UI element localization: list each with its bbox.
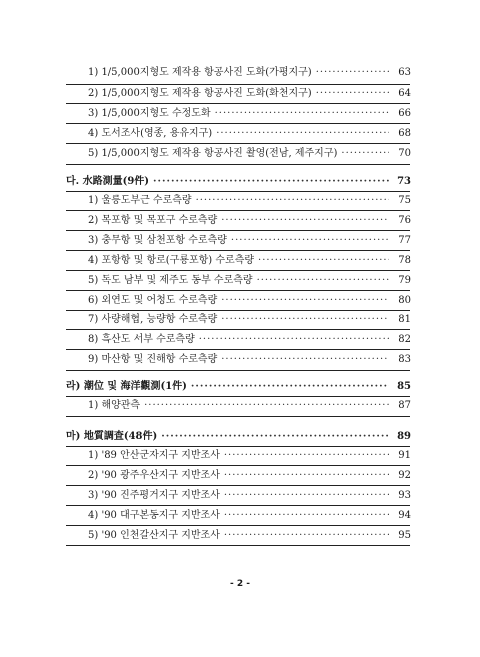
toc-entry-page: 75 xyxy=(398,195,411,206)
toc-entry-label: 8) 흑산도 서부 수로측량 xyxy=(88,334,195,345)
toc-entry[interactable] xyxy=(88,234,411,248)
dot-leader xyxy=(316,66,389,80)
toc-entry[interactable] xyxy=(88,399,411,413)
toc-entry-page: 78 xyxy=(398,255,411,266)
toc-entry-page: 87 xyxy=(398,400,411,411)
divider xyxy=(66,349,410,350)
divider xyxy=(66,230,410,231)
toc-entry-page: 81 xyxy=(398,314,411,325)
toc-entry[interactable] xyxy=(88,469,411,483)
dot-leader xyxy=(196,194,389,208)
divider xyxy=(66,329,410,330)
toc-entry-page: 77 xyxy=(398,235,411,246)
toc-entry-page: 68 xyxy=(398,128,411,139)
dot-leader xyxy=(199,333,389,347)
toc-entry-label: 4) 도서조사(영종, 용유지구) xyxy=(88,128,213,139)
toc-entry[interactable] xyxy=(88,274,411,288)
divider xyxy=(66,485,410,486)
toc-entry-label: 9) 마산항 및 진해항 수로측량 xyxy=(88,354,218,365)
dot-leader xyxy=(221,313,389,327)
dot-leader xyxy=(224,469,389,483)
toc-entry[interactable] xyxy=(88,194,411,208)
toc-section-page: 85 xyxy=(397,381,411,392)
toc-entry-label: 4) '90 대구본동지구 지반조사 xyxy=(88,510,220,521)
toc-entry-label: 1) '89 안산군자지구 지반조사 xyxy=(88,450,220,461)
toc-entry[interactable] xyxy=(88,529,411,543)
toc-entry[interactable] xyxy=(88,147,411,161)
divider xyxy=(66,210,410,211)
toc-entry-label: 5) 1/5,000지형도 제작용 항공사진 촬영(전남, 제주지구) xyxy=(88,148,338,159)
toc-entry-page: 95 xyxy=(398,530,411,541)
toc-entry-page: 66 xyxy=(398,108,411,119)
toc-entry-label: 1) 울릉도부근 수로측량 xyxy=(88,195,192,206)
toc-section-page: 89 xyxy=(397,431,411,442)
dot-leader xyxy=(224,529,389,543)
toc-entry-label: 3) 충무항 및 삼천포항 수로측량 xyxy=(88,235,227,246)
toc-entry-label: 6) 외연도 및 어청도 수로측량 xyxy=(88,295,218,306)
toc-entry-label: 5) '90 인천갈산지구 지반조사 xyxy=(88,530,220,541)
divider xyxy=(66,310,410,311)
toc-entry-page: 91 xyxy=(398,450,411,461)
divider xyxy=(66,270,410,271)
dot-leader xyxy=(221,294,389,308)
toc-entry[interactable] xyxy=(88,449,411,463)
divider xyxy=(66,505,410,506)
divider xyxy=(66,465,410,466)
page-number-footer: - 2 - xyxy=(230,579,250,589)
toc-entry-page: 63 xyxy=(398,67,411,78)
divider xyxy=(66,123,410,124)
toc-section-page: 73 xyxy=(397,176,411,187)
divider xyxy=(66,416,410,417)
divider xyxy=(66,250,410,251)
dot-leader xyxy=(191,380,389,394)
toc-entry[interactable] xyxy=(88,509,411,523)
toc-entry[interactable] xyxy=(88,313,411,327)
toc-entry[interactable] xyxy=(88,353,411,367)
toc-entry-label: 4) 포항항 및 항로(구룡포항) 수로측량 xyxy=(88,255,255,266)
divider xyxy=(66,446,410,447)
toc-entry-label: 5) 독도 남부 및 제주도 동부 수로측량 xyxy=(88,275,253,286)
dot-leader xyxy=(221,214,389,228)
toc-entry-page: 83 xyxy=(398,354,411,365)
toc-entry-page: 80 xyxy=(398,295,411,306)
toc-entry-page: 92 xyxy=(398,470,411,481)
toc-entry[interactable] xyxy=(88,333,411,347)
toc-entry-label: 2) 목포항 및 목포구 수로측량 xyxy=(88,215,218,226)
dot-leader xyxy=(341,147,389,161)
divider xyxy=(66,545,410,546)
toc-section-label: 라) 潮位 및 海洋觀測(1件) xyxy=(66,381,187,392)
toc-entry-label: 3) '90 진주평거지구 지반조사 xyxy=(88,490,220,501)
toc-entry[interactable] xyxy=(88,489,411,503)
toc-entry-page: 64 xyxy=(398,88,411,99)
toc-entry[interactable] xyxy=(88,127,411,141)
toc-section-heading[interactable] xyxy=(66,430,411,444)
toc-section-label: 다. 水路測量(9件) xyxy=(66,176,150,187)
divider xyxy=(66,84,410,85)
toc-entry-label: 1) 해양관측 xyxy=(88,400,141,411)
toc-entry[interactable] xyxy=(88,66,411,80)
toc-entry-page: 93 xyxy=(398,490,411,501)
toc-section-heading[interactable] xyxy=(66,380,411,394)
divider xyxy=(66,143,410,144)
dot-leader xyxy=(144,399,389,413)
toc-entry[interactable] xyxy=(88,107,411,121)
dot-leader xyxy=(258,254,389,268)
dot-leader xyxy=(221,353,389,367)
dot-leader xyxy=(161,430,389,444)
toc-entry-page: 82 xyxy=(398,334,411,345)
dot-leader xyxy=(257,274,389,288)
toc-entry[interactable] xyxy=(88,214,411,228)
toc-section-label: 마) 地質調査(48件) xyxy=(66,431,158,442)
toc-section-heading[interactable] xyxy=(66,175,411,189)
dot-leader xyxy=(153,175,389,189)
toc-entry-label: 7) 사량해협, 능량항 수로측량 xyxy=(88,314,218,325)
toc-entry-page: 76 xyxy=(398,215,411,226)
toc-entry[interactable] xyxy=(88,254,411,268)
toc-entry-page: 70 xyxy=(398,148,411,159)
dot-leader xyxy=(224,449,389,463)
divider xyxy=(66,164,410,165)
divider xyxy=(66,290,410,291)
divider xyxy=(66,191,410,192)
dot-leader xyxy=(231,234,389,248)
divider xyxy=(66,396,410,397)
toc-entry-label: 3) 1/5,000지형도 수정도화 xyxy=(88,108,211,119)
toc-entry-page: 94 xyxy=(398,510,411,521)
toc-entry-page: 79 xyxy=(398,275,411,286)
toc-entry-label: 2) 1/5,000지형도 제작용 항공사진 도화(화천지구) xyxy=(88,88,312,99)
toc-entry-label: 1) 1/5,000지형도 제작용 항공사진 도화(가평지구) xyxy=(88,67,312,78)
toc-entry[interactable] xyxy=(88,87,411,101)
dot-leader xyxy=(316,87,389,101)
dot-leader xyxy=(224,509,389,523)
dot-leader xyxy=(224,489,389,503)
dot-leader xyxy=(216,127,389,141)
toc-entry-label: 2) '90 광주우산지구 지반조사 xyxy=(88,470,220,481)
divider xyxy=(66,370,410,371)
dot-leader xyxy=(215,107,389,121)
divider xyxy=(66,525,410,526)
divider xyxy=(66,103,410,104)
toc-entry[interactable] xyxy=(88,294,411,308)
